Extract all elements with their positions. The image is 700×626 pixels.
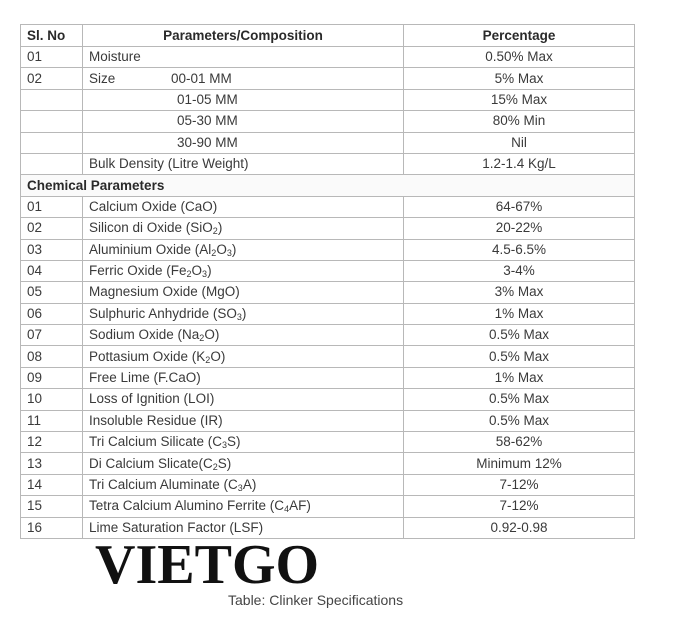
row-number: 02: [21, 68, 83, 89]
table-row: [21, 89, 635, 110]
table-row: [21, 282, 635, 303]
parameter-text: ): [207, 263, 212, 279]
row-percentage: 1% Max: [404, 367, 635, 388]
row-percentage: 1% Max: [404, 303, 635, 324]
row-percentage: 3% Max: [404, 282, 635, 303]
row-percentage: 0.50% Max: [404, 47, 635, 68]
row-parameter: [83, 367, 404, 388]
row-number: 10: [21, 389, 83, 410]
table-row: [21, 325, 635, 346]
row-parameter: [83, 303, 404, 324]
size-range: 05-30 MM: [177, 113, 238, 129]
row-number: 06: [21, 303, 83, 324]
parameter-text: Tetra Calcium Alumino Ferrite (C: [89, 498, 285, 514]
table-row: [21, 132, 635, 153]
row-percentage: 0.5% Max: [404, 325, 635, 346]
formula-subscript: 3: [202, 269, 208, 280]
row-number: [21, 153, 83, 174]
formula-subscript: 2: [211, 247, 217, 258]
row-number: [21, 111, 83, 132]
row-number: 15: [21, 496, 83, 517]
parameter-text: O): [210, 348, 226, 364]
row-percentage: 0.5% Max: [404, 389, 635, 410]
formula-subscript: 3: [236, 311, 242, 322]
table-row: [21, 453, 635, 474]
table-row: [21, 432, 635, 453]
table-row: [21, 474, 635, 495]
parameter-text: O: [191, 263, 203, 279]
row-percentage: Nil: [404, 132, 635, 153]
parameter-text: Sodium Oxide (Na: [89, 327, 200, 343]
formula-subscript: 2: [212, 461, 218, 472]
parameter-text: Di Calcium Slicate(C: [89, 455, 213, 471]
vietgo-watermark-logo: VIETGO: [95, 534, 320, 596]
table-row: [21, 153, 635, 174]
row-parameter: [83, 218, 404, 239]
row-number: 01: [21, 196, 83, 217]
row-number: 03: [21, 239, 83, 260]
row-percentage: 0.92-0.98: [404, 517, 635, 538]
row-percentage: 15% Max: [404, 89, 635, 110]
table-row: [21, 346, 635, 367]
row-parameter: [83, 68, 404, 89]
formula-subscript: 2: [205, 354, 211, 365]
parameter-text: Lime Saturation Factor (LSF): [89, 519, 264, 535]
parameter-text: Sulphuric Anhydride (SO: [89, 305, 237, 321]
formula-subscript: 3: [237, 483, 243, 493]
parameter-text: Calcium Oxide (CaO): [89, 198, 218, 214]
row-number: 04: [21, 260, 83, 281]
formula-subscript: 3: [226, 247, 232, 258]
row-percentage: 7-12%: [404, 496, 635, 517]
row-parameter: [83, 496, 404, 517]
row-number: 11: [21, 410, 83, 431]
row-percentage: Minimum 12%: [404, 453, 635, 474]
row-parameter: Bulk Density (Litre Weight): [83, 153, 404, 174]
row-number: [21, 89, 83, 110]
table-caption: Table: Clinker Specifications: [228, 592, 404, 608]
parameter-text: Pottasium Oxide (K: [89, 348, 206, 364]
parameter-text: Free Lime (F.CaO): [89, 370, 201, 386]
row-parameter: [83, 282, 404, 303]
table-row: [21, 196, 635, 217]
parameter-text: O: [216, 241, 227, 257]
parameter-text: Silicon di Oxide (SiO: [89, 220, 213, 236]
row-parameter: [83, 432, 404, 453]
parameter-text: O): [204, 327, 220, 343]
size-range: 30-90 MM: [177, 134, 238, 150]
row-parameter: [83, 325, 404, 346]
parameter-text: ): [231, 241, 237, 257]
header-parameters: Parameters/Composition: [83, 25, 404, 47]
row-percentage: 3-4%: [404, 260, 635, 281]
row-percentage: 4.5-6.5%: [404, 239, 635, 260]
size-label: Size: [89, 70, 116, 86]
row-number: 14: [21, 474, 83, 495]
row-number: 08: [21, 346, 83, 367]
row-percentage: 0.5% Max: [404, 346, 635, 367]
section-title: Chemical Parameters: [21, 175, 635, 196]
table-row: [21, 389, 635, 410]
row-number: 16: [21, 517, 83, 538]
clinker-spec-table: [20, 24, 635, 539]
parameter-text: Tri Calcium Silicate (C: [89, 434, 223, 450]
row-percentage: 0.5% Max: [404, 410, 635, 431]
row-number: 12: [21, 432, 83, 453]
row-percentage: 80% Min: [404, 111, 635, 132]
parameter-text: S): [227, 434, 241, 450]
row-parameter: [83, 410, 404, 431]
size-range: 01-05 MM: [177, 91, 238, 107]
chemical-rows: [21, 196, 635, 538]
parameter-text: AF): [289, 498, 311, 514]
row-number: 02: [21, 218, 83, 239]
parameter-text: Loss of Ignition (LOI): [89, 391, 215, 407]
parameter-text: ): [217, 220, 223, 236]
row-parameter: [83, 239, 404, 260]
parameter-text: A): [242, 477, 257, 492]
parameter-text: S): [217, 455, 232, 471]
table-header-row: [21, 25, 635, 47]
row-percentage: 20-22%: [404, 218, 635, 239]
row-parameter: [83, 132, 404, 153]
header-sl-no: Sl. No: [21, 25, 83, 47]
parameter-text: Tri Calcium Aluminate (C: [89, 477, 238, 492]
size-range: 00-01 MM: [171, 70, 232, 86]
row-percentage: 58-62%: [404, 432, 635, 453]
table-row: [21, 239, 635, 260]
section-header-row: [21, 175, 635, 196]
header-percentage: Percentage: [404, 25, 635, 47]
parameter-text: ): [241, 305, 247, 321]
table-row: [21, 68, 635, 89]
row-number: 09: [21, 367, 83, 388]
formula-subscript: 4: [284, 504, 290, 515]
row-number: 01: [21, 47, 83, 68]
table-row: [21, 260, 635, 281]
row-parameter: [83, 260, 404, 281]
formula-subscript: 2: [186, 269, 192, 280]
table-row: [21, 111, 635, 132]
row-number: 05: [21, 282, 83, 303]
row-parameter: [83, 111, 404, 132]
row-parameter: [83, 89, 404, 110]
row-number: 13: [21, 453, 83, 474]
row-number: [21, 132, 83, 153]
row-percentage: 5% Max: [404, 68, 635, 89]
row-parameter: [83, 453, 404, 474]
parameter-text: Ferric Oxide (Fe: [89, 263, 187, 279]
table-row: [21, 47, 635, 68]
table-row: [21, 496, 635, 517]
row-number: 07: [21, 325, 83, 346]
formula-subscript: 3: [222, 440, 228, 451]
table-row: [21, 410, 635, 431]
formula-subscript: 2: [212, 226, 218, 237]
row-parameter: [83, 474, 404, 495]
row-parameter: [83, 346, 404, 367]
table-row: [21, 218, 635, 239]
formula-subscript: 2: [199, 333, 205, 344]
row-percentage: 1.2-1.4 Kg/L: [404, 153, 635, 174]
row-parameter: [83, 196, 404, 217]
table-row: [21, 303, 635, 324]
parameter-text: Aluminium Oxide (Al: [89, 241, 212, 257]
parameter-text: Insoluble Residue (IR): [89, 412, 223, 428]
table-row: [21, 367, 635, 388]
row-percentage: 64-67%: [404, 196, 635, 217]
row-parameter: Moisture: [83, 47, 404, 68]
parameter-text: Magnesium Oxide (MgO): [89, 284, 240, 300]
row-parameter: [83, 389, 404, 410]
row-percentage: 7-12%: [404, 474, 635, 495]
